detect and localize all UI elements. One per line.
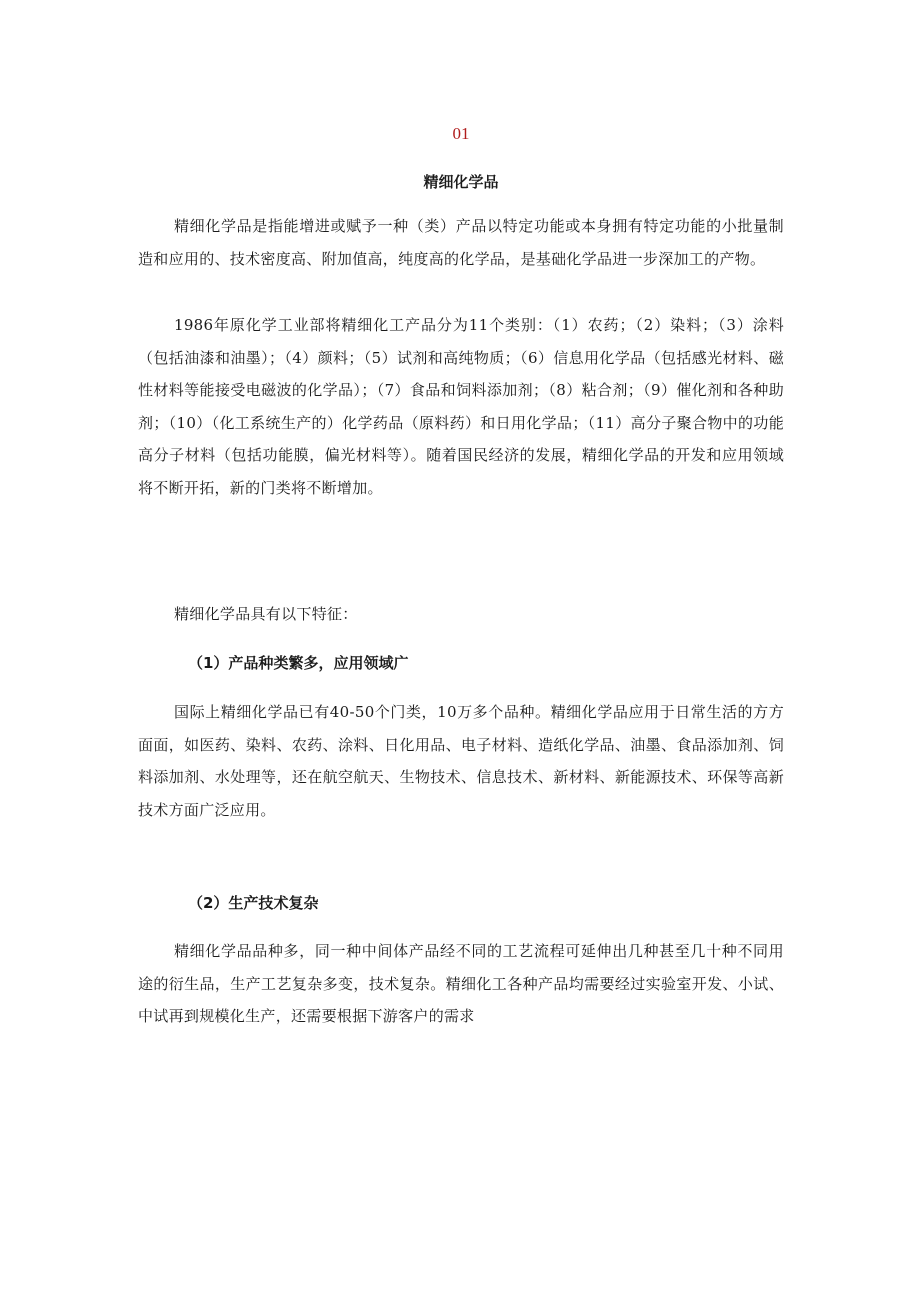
definition-paragraph: 精细化学品是指能增进或赋予一种（类）产品以特定功能或本身拥有特定功能的小批量制造和应用的、技术密度高、附加值高，纯度高的化学品，是基础化学品进一步深加工的产物。 [138, 217, 784, 268]
features-intro-paragraph: 精细化学品具有以下特征： [174, 605, 358, 623]
feature2-paragraph: 精细化学品品种多，同一种中间体产品经不同的工艺流程可延伸出几种甚至几十种不同用途的衍生品，生产工艺复杂多变，技术复杂。精细化工各种产品均需要经过实验室开发、小试、中试再到规模化生产，还需要根据下游客户的需求 [138, 942, 784, 1025]
feature2-heading: （2）生产技术复杂 [188, 894, 319, 912]
feature1-heading: （1）产品种类繁多，应用领域广 [188, 654, 409, 672]
feature1-paragraph: 国际上精细化学品已有40-50个门类，10万多个品种。精细化学品应用于日常生活的方方面面，如医药、染料、农药、涂料、日化用品、电子材料、造纸化学品、油墨、食品添加剂、饲料添加剂、水处理等，还在航空航天、生物技术、信息技术、新材料、新能源技术、环保等高新技术方面广泛应用。 [138, 703, 784, 819]
classification-paragraph: 1986年原化学工业部将精细化工产品分为11个类别：（1）农药；（2）染料；（3）涂料（包括油漆和油墨）；（4）颜料；（5）试剂和高纯物质；（6）信息用化学品（包括感光材料、磁性材料等能接受电磁波的化学品）；（7）食品和饲料添加剂；（8）粘合剂；（9）催化剂和各种助剂；（10）（化工系统生产的）化学药品（原料药）和日用化学品；（11）高分子聚合物中的功能高分子材料（包括功能膜，偏光材料等）。随着国民经济的发展，精细化学品的开发和应用领域将不断开拓，新的门类将不断增加。 [138, 316, 784, 497]
section-number: 01 [452, 124, 470, 143]
section-title: 精细化学品 [423, 173, 499, 191]
